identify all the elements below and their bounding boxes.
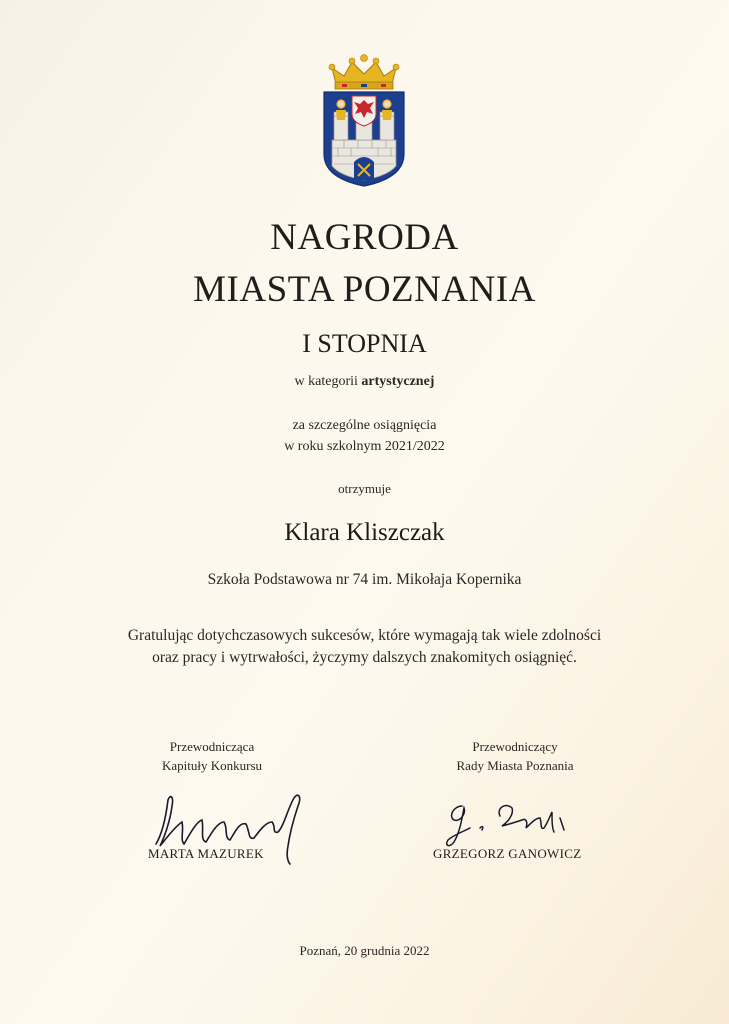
category-name: artystycznej: [361, 374, 435, 389]
message-line-1: Gratulując dotychczasowych sukcesów, które wymagają tak wiele zdolności: [127, 627, 602, 644]
school-name: Szkoła Podstawowa nr 74 im. Mikołaja Kopernika: [207, 571, 522, 588]
award-degree: I STOPNIA: [302, 329, 427, 358]
place-and-date: Poznań, 20 grudnia 2022: [299, 943, 430, 958]
eagle-shield-icon: [352, 96, 376, 126]
category-prefix: w kategorii: [294, 374, 358, 389]
message-line-2: oraz pracy i wytrwałości, życzymy dalszych znakomitych osiągnięć.: [152, 649, 577, 666]
crown-icon: [329, 55, 399, 90]
right-signatory-name: GRZEGORZ GANOWICZ: [433, 846, 582, 861]
right-role-line-1: Przewodniczący: [472, 739, 558, 754]
title-line-1: NAGRODA: [270, 217, 459, 258]
award-category: [0, 374, 729, 390]
left-role-line-1: Przewodnicząca: [169, 739, 255, 754]
left-signatory-role: [82, 737, 342, 775]
reason-line-2: w roku szkolnym 2021/2022: [284, 439, 445, 454]
title-line-2: MIASTA POZNANIA: [193, 269, 536, 310]
right-role-line-2: Rady Miasta Poznania: [456, 758, 574, 773]
receives-label: otrzymuje: [338, 481, 391, 496]
left-role-line-2: Kapituły Konkursu: [161, 758, 263, 773]
left-signatory-name: MARTA MAZUREK: [148, 846, 264, 861]
recipient-name: Klara Kliszczak: [284, 519, 445, 546]
right-signatory-role: [385, 737, 645, 775]
reason-line-1: za szczególne osiągnięcia: [292, 418, 437, 433]
poznan-coat-of-arms-icon: [318, 54, 410, 188]
